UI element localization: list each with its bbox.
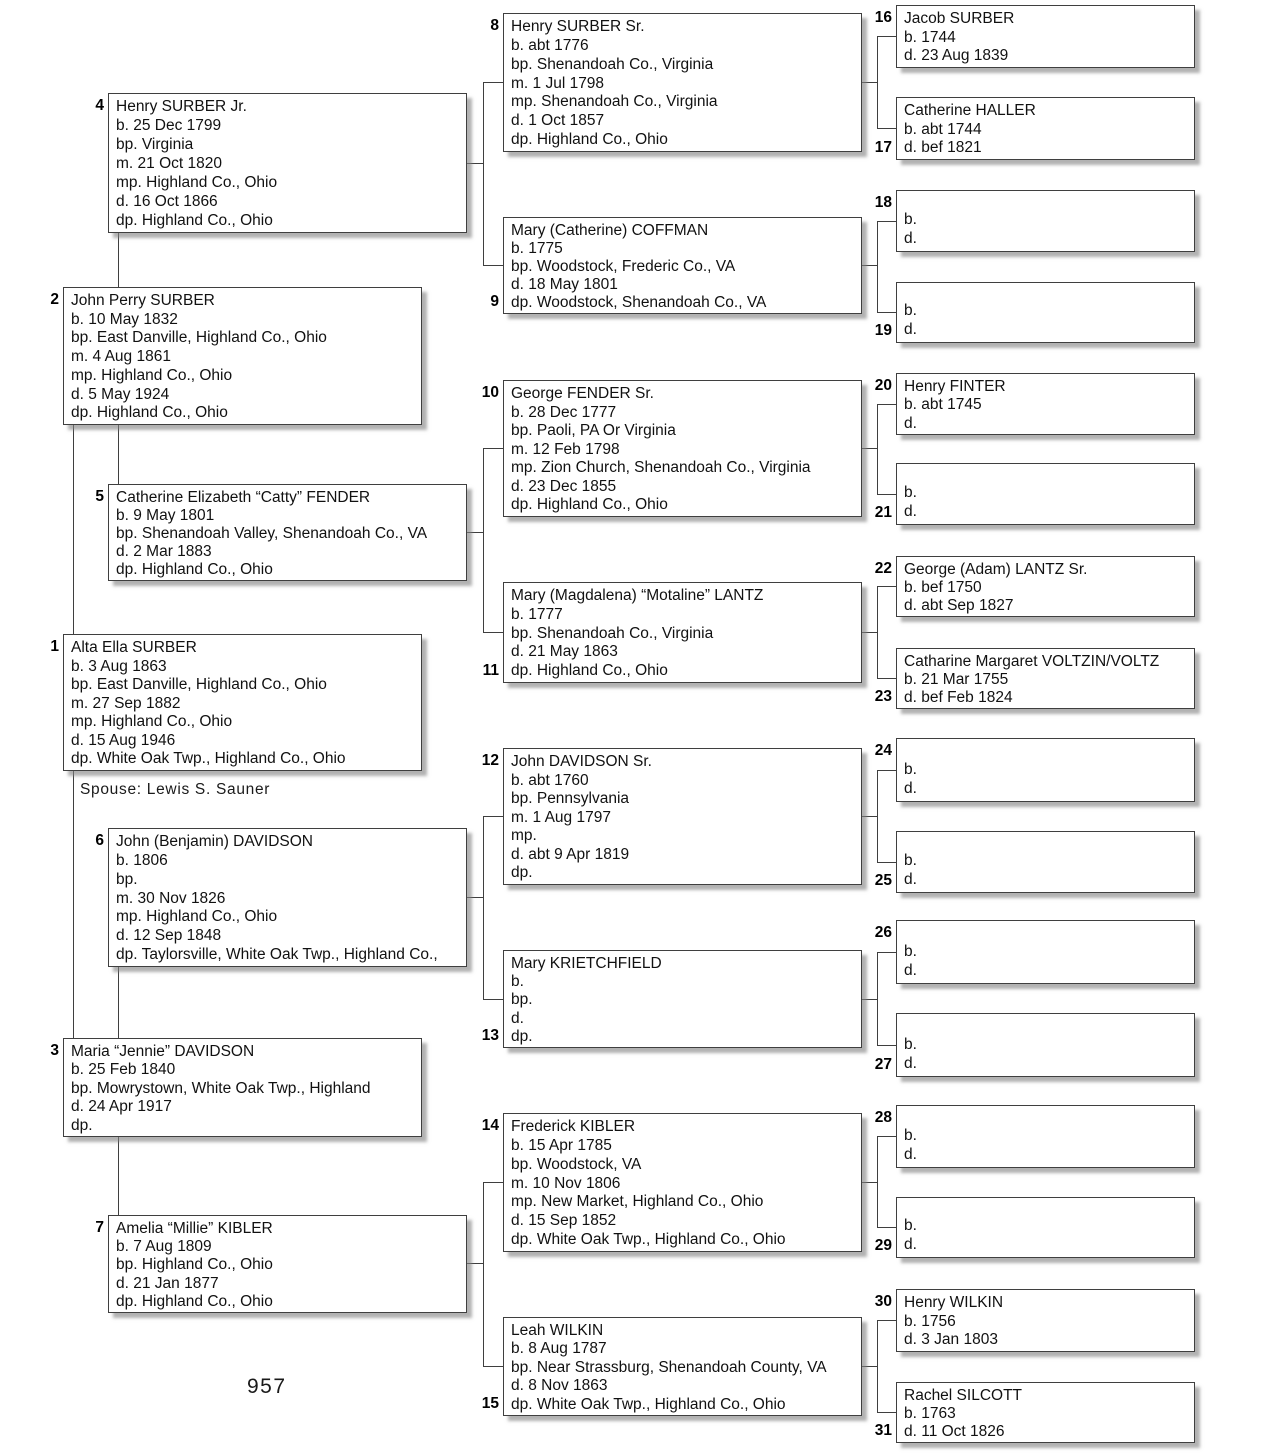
person-box-10 <box>481 380 862 517</box>
person-box-19 <box>874 282 1195 343</box>
person-line: dp. Taylorsville, White Oak Twp., Highland Co., <box>116 946 438 964</box>
person-line: b. 28 Dec 1777 <box>511 403 617 421</box>
person-box-9 <box>490 217 862 314</box>
person-line: mp. New Market, Highland Co., Ohio <box>511 1193 764 1211</box>
person-line: d. <box>904 1146 917 1163</box>
person-line: d. <box>904 230 917 247</box>
person-details <box>904 760 1189 799</box>
person-line: bp. East Danville, Highland Co., Ohio <box>71 329 327 347</box>
person-line: dp. Woodstock, Shenandoah Co., VA <box>511 294 767 311</box>
person-line: d. 1 Oct 1857 <box>511 112 605 130</box>
person-line: d. <box>904 780 917 797</box>
person-line: m. 30 Nov 1826 <box>116 889 226 907</box>
person-line: b. 9 May 1801 <box>116 507 215 524</box>
person-line: bp. <box>511 991 533 1009</box>
person-number: 3 <box>50 1042 59 1059</box>
person-number: 28 <box>874 1109 892 1126</box>
person-details <box>904 483 1189 522</box>
person-line: b. <box>904 302 917 319</box>
person-line: bp. Near Strassburg, Shenandoah County, VA <box>511 1358 827 1376</box>
person-details <box>904 377 1189 432</box>
person-line: dp. White Oak Twp., Highland Co., Ohio <box>511 1231 786 1249</box>
person-box-1 <box>50 634 422 771</box>
person-name: Henry FINTER <box>904 378 1006 395</box>
person-number: 8 <box>490 17 499 34</box>
person-box-23 <box>874 648 1195 709</box>
person-line: b. abt 1744 <box>904 120 982 138</box>
person-name: Frederick KIBLER <box>511 1118 636 1135</box>
person-details <box>904 101 1189 157</box>
person-line: b. <box>904 1217 917 1234</box>
person-number: 31 <box>874 1422 892 1439</box>
person-details <box>71 638 416 768</box>
person-line: b. bef 1750 <box>904 579 982 596</box>
person-number: 30 <box>874 1293 892 1310</box>
person-line: d. <box>904 503 917 520</box>
person-number: 25 <box>874 872 892 889</box>
person-box-6 <box>95 828 467 967</box>
person-line: bp. Woodstock, Frederic Co., VA <box>511 258 736 275</box>
person-details <box>116 488 461 578</box>
person-line: d. <box>904 1055 917 1072</box>
person-number: 24 <box>874 742 892 759</box>
person-line: d. 21 May 1863 <box>511 643 618 661</box>
person-box-26 <box>874 920 1195 984</box>
person-line: b. 15 Apr 1785 <box>511 1136 612 1154</box>
person-line: b. 8 Aug 1787 <box>511 1340 607 1358</box>
person-line: b. 10 May 1832 <box>71 310 178 328</box>
person-details <box>511 954 856 1045</box>
person-details <box>904 1386 1189 1440</box>
person-line: b. <box>904 484 917 501</box>
person-name: John Perry SURBER <box>71 292 215 309</box>
person-line: d. 3 Jan 1803 <box>904 1331 998 1349</box>
person-line: m. 4 Aug 1861 <box>71 348 171 366</box>
person-line: d. 12 Sep 1848 <box>116 927 222 945</box>
person-name: John (Benjamin) DAVIDSON <box>116 833 313 850</box>
person-line: m. 27 Sep 1882 <box>71 694 181 712</box>
person-details <box>511 586 856 680</box>
person-line: dp. Highland Co., Ohio <box>511 131 668 149</box>
person-line: d. <box>904 871 917 888</box>
person-box-17 <box>874 97 1195 160</box>
person-details <box>71 1042 416 1134</box>
person-number: 18 <box>874 194 892 211</box>
person-details <box>904 210 1189 249</box>
person-number: 22 <box>874 560 892 577</box>
person-line: d. <box>904 962 917 979</box>
person-number: 16 <box>874 9 892 26</box>
person-line: d. 18 May 1801 <box>511 276 618 293</box>
person-line: mp. Highland Co., Ohio <box>71 713 233 731</box>
person-line: dp. <box>511 864 533 882</box>
person-number: 14 <box>481 1117 499 1134</box>
person-number: 9 <box>490 293 499 310</box>
person-line: dp. Highland Co., Ohio <box>511 662 668 680</box>
person-number: 17 <box>874 139 892 156</box>
person-name: Catherine HALLER <box>904 102 1036 119</box>
person-details <box>904 301 1189 340</box>
person-box-8 <box>490 13 862 152</box>
person-number: 29 <box>874 1237 892 1254</box>
person-number: 27 <box>874 1056 892 1073</box>
person-box-21 <box>874 463 1195 525</box>
person-details <box>904 942 1189 981</box>
person-box-3 <box>50 1038 422 1137</box>
person-line: bp. Shenandoah Co., Virginia <box>511 624 714 642</box>
person-name: Catharine Margaret VOLTZIN/VOLTZ <box>904 653 1160 670</box>
person-line: mp. Highland Co., Ohio <box>71 366 233 384</box>
person-line: dp. White Oak Twp., Highland Co., Ohio <box>511 1395 786 1413</box>
person-name: George (Adam) LANTZ Sr. <box>904 561 1088 578</box>
person-box-13 <box>481 950 862 1048</box>
person-line: b. 1806 <box>116 851 168 869</box>
person-name: Mary (Magdalena) “Motaline” LANTZ <box>511 587 764 604</box>
page-number: 957 <box>247 1375 287 1398</box>
person-line: d. abt Sep 1827 <box>904 597 1014 614</box>
person-line: d. bef 1821 <box>904 139 982 157</box>
person-box-5 <box>95 484 467 581</box>
person-line: d. 2 Mar 1883 <box>116 543 212 560</box>
person-line: d. <box>904 1236 917 1253</box>
person-line: d. 23 Aug 1839 <box>904 47 1009 65</box>
person-line: b. 1744 <box>904 28 956 46</box>
person-details <box>904 9 1189 65</box>
person-line: dp. <box>511 1027 533 1045</box>
person-line: b. <box>904 1036 917 1053</box>
person-name: Jacob SURBER <box>904 10 1015 27</box>
person-line: bp. Highland Co., Ohio <box>116 1256 273 1274</box>
person-line: d. 16 Oct 1866 <box>116 193 218 210</box>
person-line: mp. Shenandoah Co., Virginia <box>511 93 718 111</box>
person-line: d. 15 Sep 1852 <box>511 1212 617 1230</box>
person-number: 21 <box>874 504 892 521</box>
person-details <box>904 560 1189 614</box>
person-box-25 <box>874 831 1195 893</box>
person-number: 19 <box>874 322 892 339</box>
person-line: d. 21 Jan 1877 <box>116 1274 219 1292</box>
person-details <box>904 1035 1189 1074</box>
person-line: b. 3 Aug 1863 <box>71 657 167 675</box>
person-line: b. 21 Mar 1755 <box>904 671 1009 688</box>
person-line: d. bef Feb 1824 <box>904 689 1013 706</box>
person-line: b. abt 1745 <box>904 396 982 414</box>
person-box-18 <box>874 190 1195 252</box>
spouse-note: Spouse: Lewis S. Sauner <box>80 781 271 798</box>
person-line: dp. <box>71 1116 93 1134</box>
person-line: bp. Virginia <box>116 136 194 153</box>
person-details <box>511 752 856 882</box>
person-name: Rachel SILCOTT <box>904 1387 1023 1404</box>
person-number: 7 <box>95 1219 104 1236</box>
person-line: d. 8 Nov 1863 <box>511 1377 608 1395</box>
person-details <box>904 1293 1189 1349</box>
person-box-31 <box>874 1382 1195 1443</box>
person-line: b. <box>904 852 917 869</box>
person-name: Mary (Catherine) COFFMAN <box>511 222 709 239</box>
person-name: Mary KRIETCHFIELD <box>511 955 662 972</box>
person-name: George FENDER Sr. <box>511 385 654 402</box>
person-line: b. 7 Aug 1809 <box>116 1238 212 1256</box>
person-details <box>116 1219 461 1310</box>
person-line: b. <box>904 1127 917 1144</box>
person-name: John DAVIDSON Sr. <box>511 753 652 770</box>
person-line: b. 25 Dec 1799 <box>116 117 222 134</box>
person-line: d. 11 Oct 1826 <box>904 1423 1005 1440</box>
person-line: b. <box>904 943 917 960</box>
person-line: b. 1775 <box>511 240 563 257</box>
person-line: dp. White Oak Twp., Highland Co., Ohio <box>71 750 346 768</box>
person-number: 26 <box>874 924 892 941</box>
person-details <box>511 17 856 149</box>
person-line: bp. Shenandoah Valley, Shenandoah Co., VA <box>116 525 428 542</box>
person-line: m. 1 Aug 1797 <box>511 808 611 826</box>
person-details <box>511 221 856 311</box>
person-line: d. 15 Aug 1946 <box>71 731 176 749</box>
person-name: Henry WILKIN <box>904 1294 1004 1311</box>
person-box-11 <box>482 582 862 683</box>
person-box-16 <box>874 5 1195 68</box>
person-box-2 <box>50 287 422 425</box>
person-line: b. abt 1760 <box>511 771 589 789</box>
person-box-7 <box>95 1215 467 1313</box>
person-line: bp. Paoli, PA Or Virginia <box>511 422 676 440</box>
person-details <box>904 851 1189 890</box>
person-line: b. 1756 <box>904 1312 956 1330</box>
person-line: m. 12 Feb 1798 <box>511 440 620 458</box>
person-details <box>511 1117 856 1249</box>
person-details <box>71 291 416 422</box>
person-number: 4 <box>95 97 104 114</box>
person-details <box>904 1126 1189 1165</box>
person-number: 11 <box>482 662 499 679</box>
person-box-12 <box>481 748 862 885</box>
person-line: dp. Highland Co., Ohio <box>116 1292 273 1310</box>
person-number: 23 <box>874 688 892 705</box>
person-name: Henry SURBER Sr. <box>511 18 645 35</box>
person-details <box>116 832 461 964</box>
person-line: bp. East Danville, Highland Co., Ohio <box>71 676 327 694</box>
person-number: 2 <box>50 291 59 308</box>
person-box-24 <box>874 738 1195 802</box>
person-line: b. 25 Feb 1840 <box>71 1061 176 1079</box>
person-details <box>904 652 1189 706</box>
person-name: Alta Ella SURBER <box>71 639 197 656</box>
person-line: dp. Highland Co., Ohio <box>116 561 273 578</box>
person-line: m. 10 Nov 1806 <box>511 1174 621 1192</box>
person-line: b. 1777 <box>511 605 563 623</box>
person-line: mp. Highland Co., Ohio <box>116 174 278 191</box>
person-line: d. <box>511 1009 524 1027</box>
person-name: Amelia “Millie” KIBLER <box>116 1220 273 1237</box>
person-number: 20 <box>874 377 892 394</box>
person-number: 1 <box>50 638 59 655</box>
person-box-29 <box>874 1197 1195 1258</box>
person-box-15 <box>481 1317 862 1416</box>
person-name: Henry SURBER Jr. <box>116 98 247 115</box>
person-line: b. <box>904 761 917 778</box>
person-details <box>116 97 461 230</box>
person-line: d. <box>904 321 917 338</box>
person-line: d. 23 Dec 1855 <box>511 477 617 495</box>
person-number: 15 <box>481 1395 499 1412</box>
person-line: mp. Highland Co., Ohio <box>116 908 278 926</box>
person-box-28 <box>874 1105 1195 1168</box>
person-line: b. abt 1776 <box>511 36 589 54</box>
person-line: m. 1 Jul 1798 <box>511 74 605 92</box>
person-line: bp. Shenandoah Co., Virginia <box>511 55 714 73</box>
person-line: dp. Highland Co., Ohio <box>71 404 228 422</box>
person-line: d. <box>904 414 917 432</box>
person-number: 10 <box>481 384 499 401</box>
person-line: m. 21 Oct 1820 <box>116 155 222 172</box>
person-number: 6 <box>95 832 104 849</box>
person-name: Maria “Jennie” DAVIDSON <box>71 1043 255 1060</box>
person-line: d. abt 9 Apr 1819 <box>511 845 630 863</box>
person-line: bp. Woodstock, VA <box>511 1155 642 1173</box>
person-name: Catherine Elizabeth “Catty” FENDER <box>116 489 371 506</box>
person-line: bp. <box>116 870 138 888</box>
person-details <box>511 384 856 514</box>
person-box-4 <box>95 93 467 233</box>
person-number: 5 <box>95 488 104 505</box>
person-box-14 <box>481 1113 862 1252</box>
person-box-30 <box>874 1289 1195 1352</box>
person-box-22 <box>874 556 1195 617</box>
person-line: b. 1763 <box>904 1405 956 1422</box>
person-box-20 <box>874 373 1195 435</box>
person-line: dp. Highland Co., Ohio <box>511 496 668 514</box>
person-box-27 <box>874 1013 1195 1077</box>
person-number: 13 <box>481 1027 499 1044</box>
person-line: d. 5 May 1924 <box>71 385 170 403</box>
person-details <box>904 1216 1189 1255</box>
person-line: d. 24 Apr 1917 <box>71 1098 172 1116</box>
person-line: mp. Zion Church, Shenandoah Co., Virginia <box>511 459 811 477</box>
person-line: dp. Highland Co., Ohio <box>116 212 273 229</box>
person-details <box>511 1321 856 1413</box>
person-line: mp. <box>511 827 537 845</box>
person-line: b. <box>904 211 917 228</box>
person-number: 12 <box>481 752 499 769</box>
person-name: Leah WILKIN <box>511 1322 604 1339</box>
person-line: bp. Mowrystown, White Oak Twp., Highland <box>71 1079 371 1097</box>
person-line: b. <box>511 973 524 991</box>
person-line: bp. Pennsylvania <box>511 790 630 808</box>
